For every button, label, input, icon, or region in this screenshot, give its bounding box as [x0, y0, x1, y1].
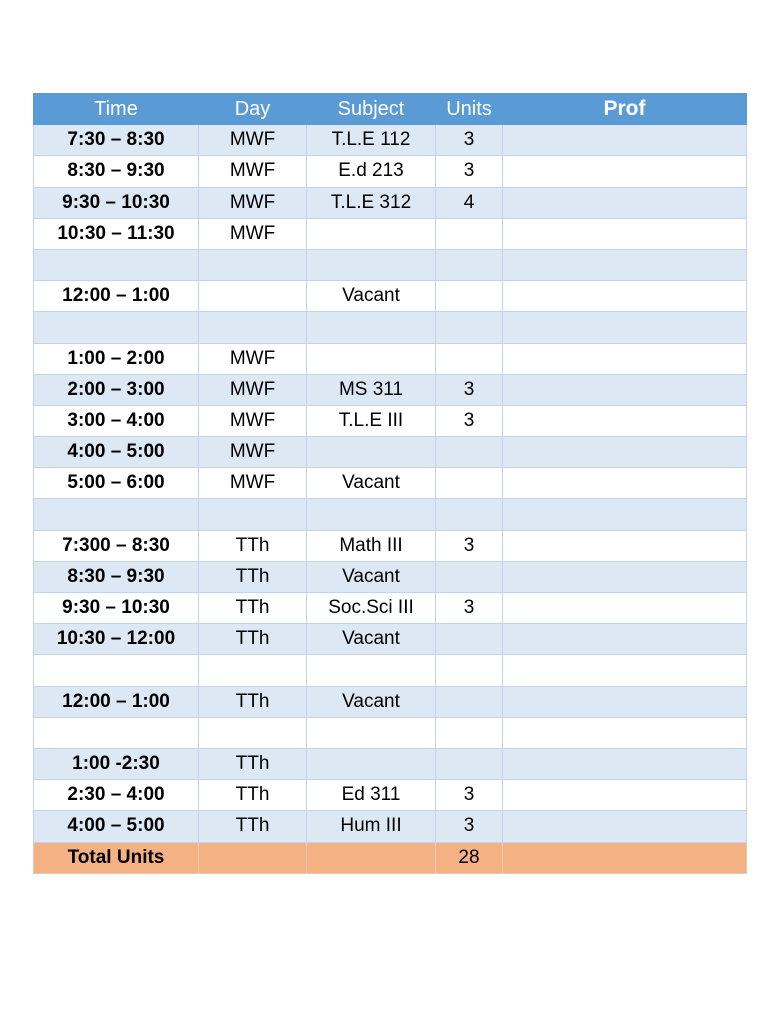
prof-cell — [503, 343, 747, 374]
prof-cell — [503, 249, 747, 280]
day-cell — [199, 281, 307, 312]
units-cell: 3 — [436, 374, 503, 405]
units-cell — [436, 624, 503, 655]
table-row — [34, 281, 747, 312]
prof-cell — [503, 717, 747, 748]
day-cell — [199, 312, 307, 343]
units-cell — [436, 468, 503, 499]
time-cell — [34, 312, 199, 343]
units-cell: 3 — [436, 530, 503, 561]
day-cell — [199, 717, 307, 748]
table-row — [34, 499, 747, 530]
day-cell: TTh — [199, 593, 307, 624]
prof-cell — [503, 530, 747, 561]
prof-cell — [503, 405, 747, 436]
time-cell: 9:30 – 10:30 — [34, 593, 199, 624]
prof-cell — [503, 686, 747, 717]
time-cell: 8:30 – 9:30 — [34, 156, 199, 187]
time-cell: 8:30 – 9:30 — [34, 561, 199, 592]
time-cell — [34, 249, 199, 280]
table-row — [34, 343, 747, 374]
time-cell: 7:30 – 8:30 — [34, 125, 199, 156]
header-subject: Subject — [307, 94, 436, 125]
time-cell: 12:00 – 1:00 — [34, 281, 199, 312]
subject-cell: Vacant — [307, 468, 436, 499]
table-row — [34, 249, 747, 280]
table-body — [34, 125, 747, 842]
subject-cell — [307, 717, 436, 748]
time-cell: 3:00 – 4:00 — [34, 405, 199, 436]
units-cell — [436, 748, 503, 779]
time-cell: 9:30 – 10:30 — [34, 187, 199, 218]
subject-cell: MS 311 — [307, 374, 436, 405]
subject-cell — [307, 218, 436, 249]
subject-cell: Vacant — [307, 624, 436, 655]
total-row — [34, 842, 747, 873]
units-cell: 3 — [436, 125, 503, 156]
subject-cell: Ed 311 — [307, 780, 436, 811]
subject-cell: Vacant — [307, 281, 436, 312]
day-cell: MWF — [199, 343, 307, 374]
units-cell — [436, 437, 503, 468]
subject-cell — [307, 249, 436, 280]
total-subject-cell — [307, 842, 436, 873]
table-row — [34, 156, 747, 187]
time-cell: 2:00 – 3:00 — [34, 374, 199, 405]
schedule-table — [33, 93, 747, 874]
table-header — [34, 94, 747, 125]
subject-cell: Vacant — [307, 686, 436, 717]
time-cell: 1:00 -2:30 — [34, 748, 199, 779]
day-cell: MWF — [199, 374, 307, 405]
table-row — [34, 811, 747, 842]
time-cell: 4:00 – 5:00 — [34, 437, 199, 468]
subject-cell — [307, 343, 436, 374]
table-row — [34, 717, 747, 748]
time-cell: 4:00 – 5:00 — [34, 811, 199, 842]
subject-cell: E.d 213 — [307, 156, 436, 187]
units-cell: 3 — [436, 811, 503, 842]
prof-cell — [503, 125, 747, 156]
subject-cell: Math III — [307, 530, 436, 561]
day-cell: TTh — [199, 561, 307, 592]
time-cell: 10:30 – 12:00 — [34, 624, 199, 655]
day-cell: MWF — [199, 468, 307, 499]
subject-cell: Hum III — [307, 811, 436, 842]
units-cell — [436, 717, 503, 748]
prof-cell — [503, 312, 747, 343]
time-cell — [34, 717, 199, 748]
table-row — [34, 593, 747, 624]
time-cell — [34, 655, 199, 686]
table-row — [34, 125, 747, 156]
prof-cell — [503, 499, 747, 530]
units-cell: 3 — [436, 780, 503, 811]
prof-cell — [503, 374, 747, 405]
header-time: Time — [34, 94, 199, 125]
units-cell — [436, 218, 503, 249]
total-prof-cell — [503, 842, 747, 873]
header-row — [34, 94, 747, 125]
time-cell: 1:00 – 2:00 — [34, 343, 199, 374]
subject-cell: T.L.E 112 — [307, 125, 436, 156]
subject-cell — [307, 437, 436, 468]
units-cell: 3 — [436, 405, 503, 436]
time-cell: 7:300 – 8:30 — [34, 530, 199, 561]
units-cell — [436, 312, 503, 343]
subject-cell: T.L.E 312 — [307, 187, 436, 218]
subject-cell: T.L.E III — [307, 405, 436, 436]
units-cell — [436, 655, 503, 686]
prof-cell — [503, 468, 747, 499]
subject-cell — [307, 748, 436, 779]
units-cell: 3 — [436, 593, 503, 624]
prof-cell — [503, 281, 747, 312]
table-row — [34, 530, 747, 561]
day-cell: TTh — [199, 530, 307, 561]
day-cell — [199, 499, 307, 530]
prof-cell — [503, 218, 747, 249]
header-units: Units — [436, 94, 503, 125]
day-cell: MWF — [199, 405, 307, 436]
subject-cell: Vacant — [307, 561, 436, 592]
table-row — [34, 468, 747, 499]
time-cell: 5:00 – 6:00 — [34, 468, 199, 499]
prof-cell — [503, 624, 747, 655]
day-cell — [199, 655, 307, 686]
header-day: Day — [199, 94, 307, 125]
day-cell — [199, 249, 307, 280]
time-cell: 12:00 – 1:00 — [34, 686, 199, 717]
units-cell: 3 — [436, 156, 503, 187]
day-cell: TTh — [199, 780, 307, 811]
subject-cell — [307, 312, 436, 343]
table-row — [34, 405, 747, 436]
table-row — [34, 561, 747, 592]
units-cell — [436, 281, 503, 312]
prof-cell — [503, 748, 747, 779]
day-cell: TTh — [199, 811, 307, 842]
table-row — [34, 437, 747, 468]
day-cell: MWF — [199, 218, 307, 249]
units-cell — [436, 249, 503, 280]
table-row — [34, 187, 747, 218]
subject-cell — [307, 499, 436, 530]
prof-cell — [503, 780, 747, 811]
table-row — [34, 780, 747, 811]
day-cell: MWF — [199, 125, 307, 156]
units-cell — [436, 343, 503, 374]
day-cell: TTh — [199, 748, 307, 779]
day-cell: TTh — [199, 624, 307, 655]
table-row — [34, 218, 747, 249]
table-row — [34, 748, 747, 779]
prof-cell — [503, 811, 747, 842]
total-label: Total Units — [34, 842, 199, 873]
time-cell: 10:30 – 11:30 — [34, 218, 199, 249]
table-row — [34, 312, 747, 343]
header-prof: Prof — [503, 94, 747, 125]
prof-cell — [503, 437, 747, 468]
units-cell — [436, 686, 503, 717]
table-row — [34, 655, 747, 686]
units-cell — [436, 499, 503, 530]
prof-cell — [503, 156, 747, 187]
prof-cell — [503, 655, 747, 686]
prof-cell — [503, 593, 747, 624]
subject-cell — [307, 655, 436, 686]
total-units-value: 28 — [436, 842, 503, 873]
subject-cell: Soc.Sci III — [307, 593, 436, 624]
table-row — [34, 624, 747, 655]
day-cell: MWF — [199, 437, 307, 468]
day-cell: TTh — [199, 686, 307, 717]
day-cell: MWF — [199, 187, 307, 218]
time-cell: 2:30 – 4:00 — [34, 780, 199, 811]
table-row — [34, 374, 747, 405]
table-row — [34, 686, 747, 717]
day-cell: MWF — [199, 156, 307, 187]
time-cell — [34, 499, 199, 530]
prof-cell — [503, 561, 747, 592]
prof-cell — [503, 187, 747, 218]
units-cell — [436, 561, 503, 592]
total-day-cell — [199, 842, 307, 873]
table-footer — [34, 842, 747, 873]
units-cell: 4 — [436, 187, 503, 218]
